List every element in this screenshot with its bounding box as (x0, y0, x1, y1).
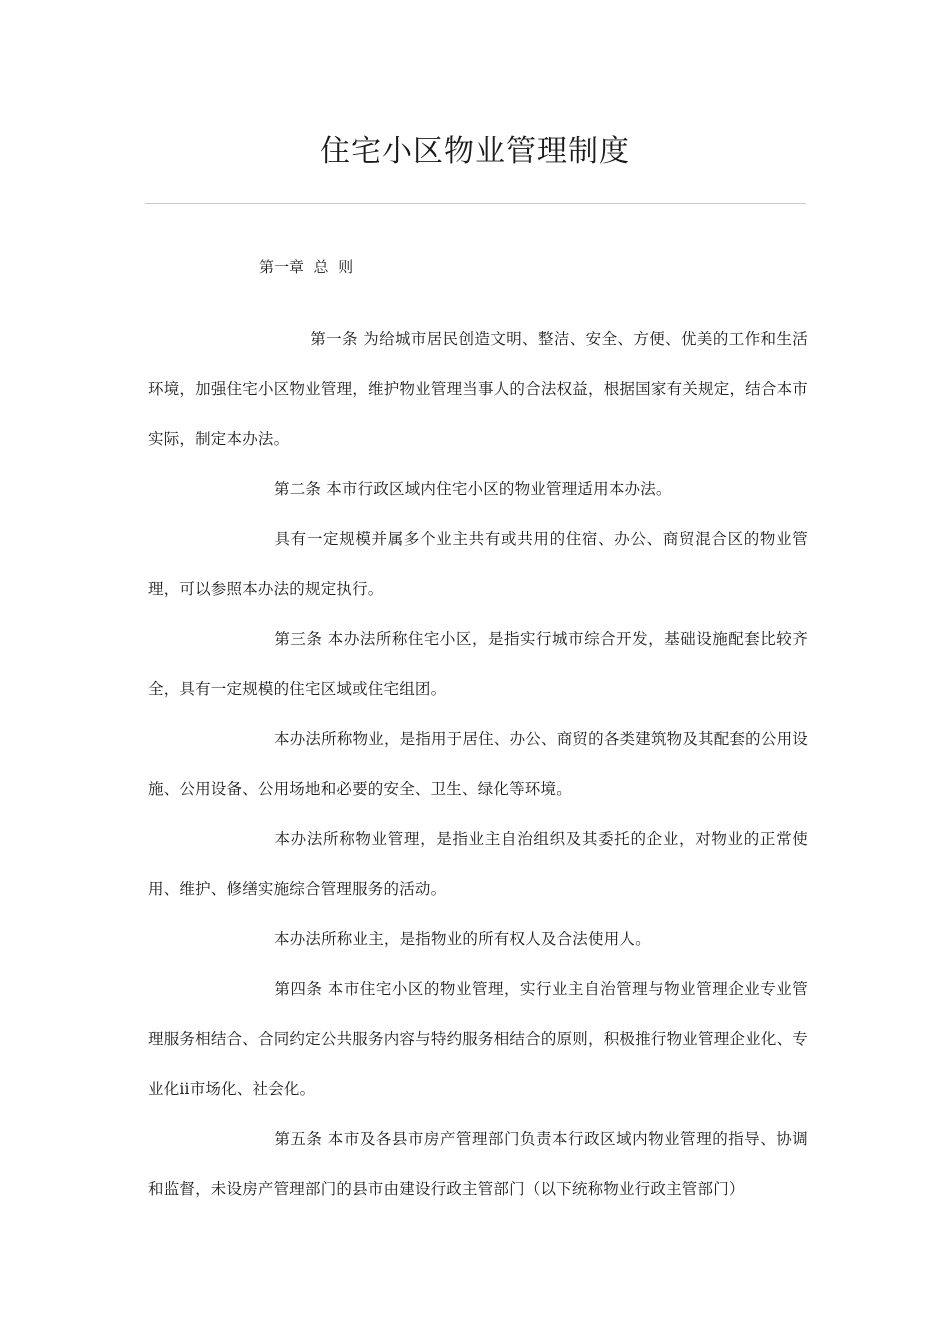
article-paragraph (148, 514, 808, 614)
article-paragraph (148, 964, 808, 1114)
article-paragraph (148, 464, 808, 514)
paragraph-text: 第四条 本市住宅小区的物业管理，实行业主自治管理与物业管理企业专业管理服务相结合、合同约定公共服务内容与特约服务相结合的原则，积极推行物业管理企业化、专业化ii市场化、社会化。 (148, 980, 808, 1098)
document-body (148, 314, 808, 1214)
article-paragraph (148, 814, 808, 914)
paragraph-text: 本办法所称业主，是指物业的所有权人及合法使用人。 (274, 930, 651, 948)
paragraph-text: 本办法所称物业，是指用于居住、办公、商贸的各类建筑物及其配套的公用设施、公用设备、公用场地和必要的安全、卫生、绿化等环境。 (148, 730, 808, 798)
article-paragraph (148, 1114, 808, 1214)
article-paragraph (148, 914, 808, 964)
paragraph-text: 第二条 本市行政区域内住宅小区的物业管理适用本办法。 (274, 480, 672, 498)
article-paragraph (148, 314, 808, 464)
document-title: 住宅小区物业管理制度 (320, 134, 630, 169)
paragraph-text: 本办法所称物业管理，是指业主自治组织及其委托的企业，对物业的正常使用、维护、修缮实施综合管理服务的活动。 (148, 830, 808, 898)
title-divider (145, 203, 806, 204)
paragraph-text: 具有一定规模并属多个业主共有或共用的住宿、办公、商贸混合区的物业管理，可以参照本办法的规定执行。 (148, 530, 808, 598)
paragraph-text: 第三条 本办法所称住宅小区，是指实行城市综合开发，基础设施配套比较齐全，具有一定规模的住宅区域或住宅组团。 (148, 630, 808, 698)
article-paragraph (148, 614, 808, 714)
chapter-heading: 第一章 总 则 (259, 258, 354, 276)
paragraph-text: 第一条 为给城市居民创造文明、整洁、安全、方便、优美的工作和生活环境，加强住宅小区物业管理，维护物业管理当事人的合法权益，根据国家有关规定，结合本市实际，制定本办法。 (148, 330, 808, 448)
article-paragraph (148, 714, 808, 814)
paragraph-text: 第五条 本市及各县市房产管理部门负责本行政区域内物业管理的指导、协调和监督，未设房产管理部门的县市由建设行政主管部门（以下统称物业行政主管部门） (148, 1130, 808, 1198)
